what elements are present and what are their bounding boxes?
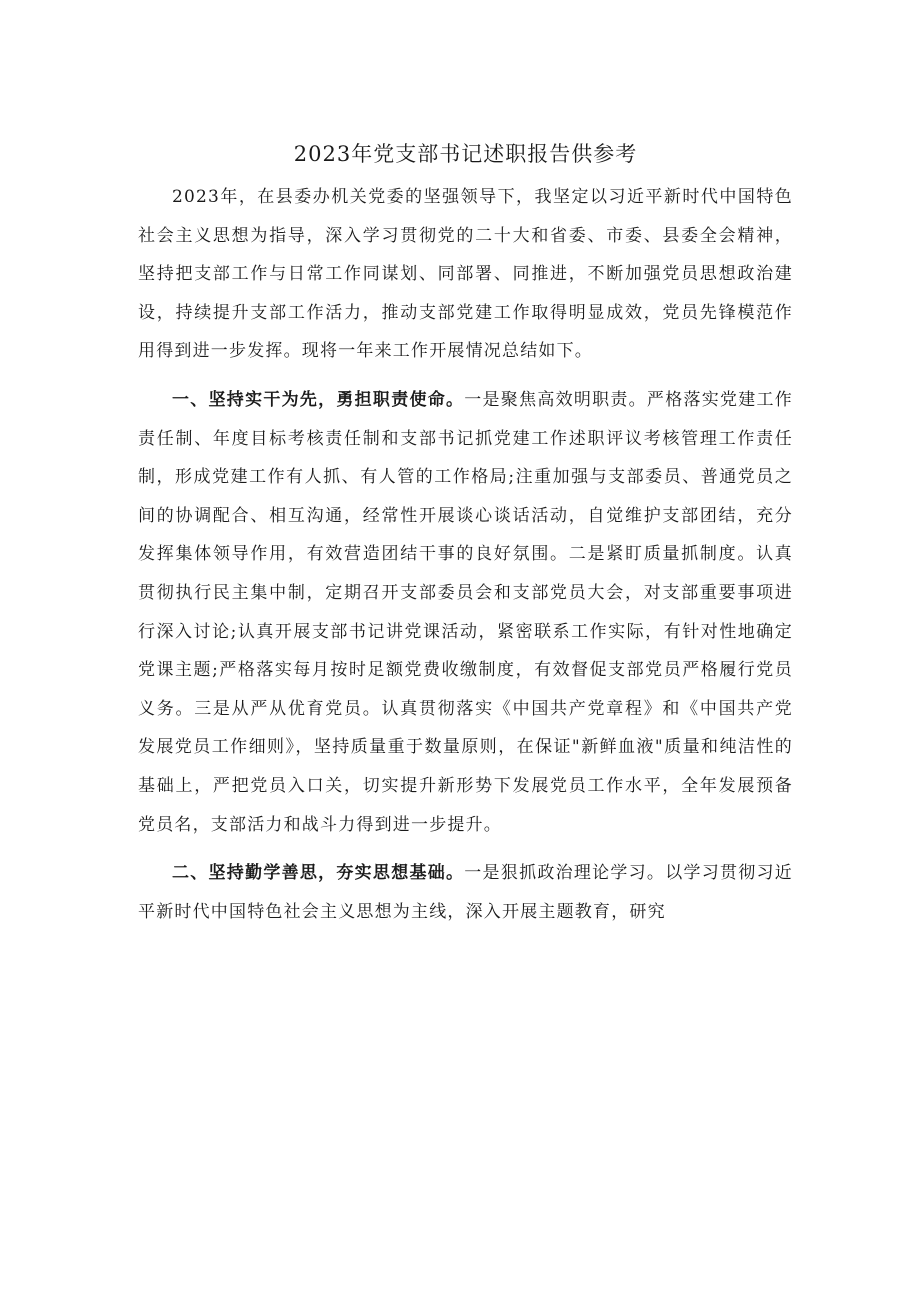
section-1-heading: 一、坚持实干为先，勇担职责使命。 (172, 389, 465, 410)
section-2-heading: 二、坚持勤学善思，夯实思想基础。 (172, 863, 465, 884)
section-2-body: 一是狠抓政治理论学习。以学习贯彻习近平新时代中国特色社会主义思想为主线，深入开展主题教育，研究 (138, 863, 793, 922)
intro-paragraph: 2023年，在县委办机关党委的坚强领导下，我坚定以习近平新时代中国特色社会主义思想为指导，深入学习贯彻党的二十大和省委、市委、县委全会精神，坚持把支部工作与日常工作同谋划、同部署、同推进，不断加强党员思想政治建设，持续提升支部工作活力，推动支部党建工作取得明显成效，党员先锋模范作用得到进一步发挥。现将一年来工作开展情况总结如下。 (138, 187, 793, 362)
document-page (138, 130, 793, 941)
section-2-paragraph (138, 854, 793, 931)
section-1-body: 一是聚焦高效明职责。严格落实党建工作责任制、年度目标考核责任制和支部书记抓党建工作述职评议考核管理工作责任制，形成党建工作有人抓、有人管的工作格局;注重加强与支部委员、普通党员之间的协调配合、相互沟通，经常性开展谈心谈话活动，自觉维护支部团结，充分发挥集体领导作用，有效营造团结干事的良好氛围。二是紧盯质量抓制度。认真贯彻执行民主集中制，定期召开支部委员会和支部党员大会，对支部重要事项进行深入讨论;认真开展支部书记讲党课活动，紧密联系工作实际，有针对性地确定党课主题;严格落实每月按时足额党费收缴制度，有效督促支部党员严格履行党员义务。三是从严从优育党员。认真贯彻落实《中国共产党章程》和《中国共产党发展党员工作细则》，坚持质量重于数量原则，在保证"新鲜血液"质量和纯洁性的基础上，严把党员入口关，切实提升新形势下发展党员工作水平，全年发展预备党员名，支部活力和战斗力得到进一步提升。 (138, 389, 793, 835)
document-title: 2023年党支部书记述职报告供参考 (293, 142, 638, 166)
section-1-paragraph (138, 381, 793, 844)
